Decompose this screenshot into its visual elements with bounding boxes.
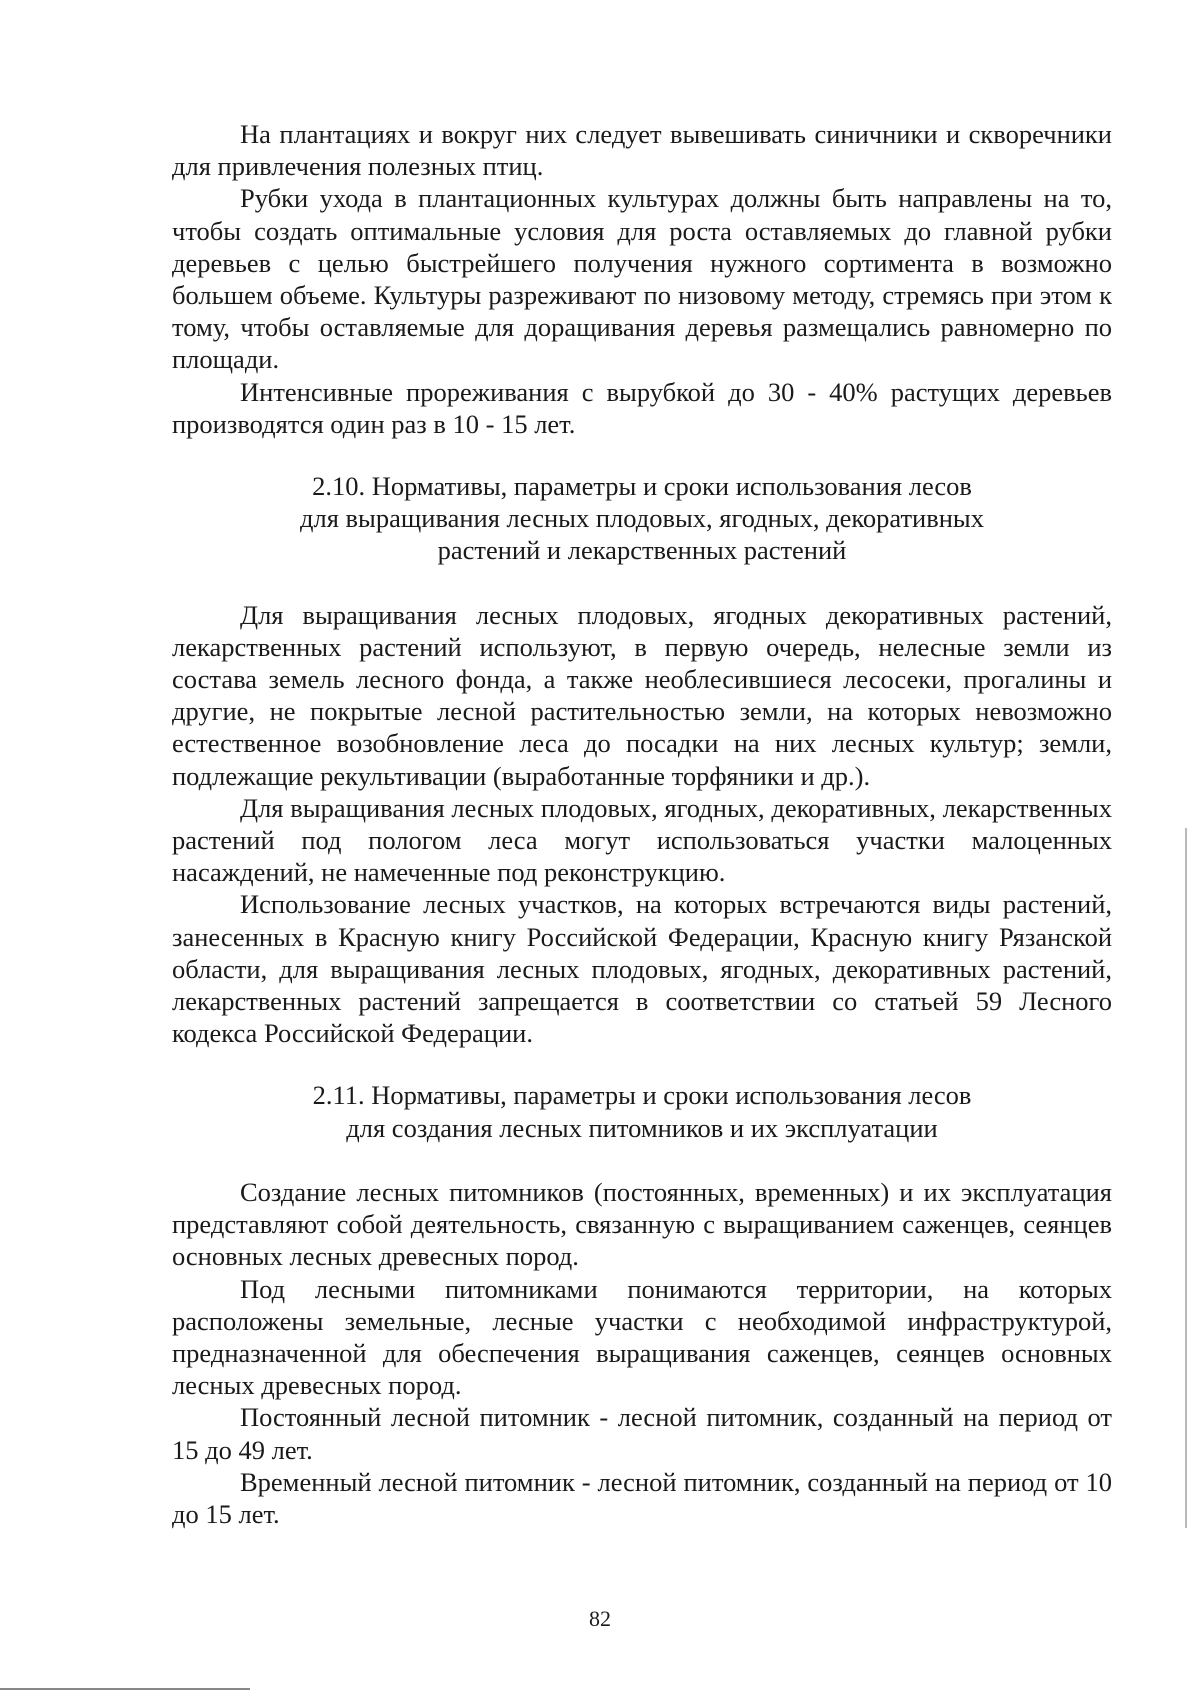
paragraph-under-canopy: Для выращивания лесных плодовых, ягодных, декоративных, лекарственных растений под пологом леса могут использоваться участки малоценных насаждений, не намеченные под реконструкцию. [172, 792, 1112, 888]
section-heading-2-10 [172, 470, 1112, 567]
paragraph-land-use: Для выращивания лесных плодовых, ягодных декоративных растений, лекарственных растений используют, в первую очередь, нелесные земли из состава земель лесного фонда, а также необлесившиеся лесосеки, прогалины и другие, не покрытые лесной растительностью земли, на которых невозможно естественное возобновление леса до посадки на них лесных культур; земли, подлежащие рекультивации (выработанные торфяники и др.). [172, 599, 1112, 791]
document-body [172, 118, 1112, 1530]
paragraph-nursery-definition: Под лесными питомниками понимаются территории, на которых расположены земельные, лесные участки с необходимой инфраструктурой, предназначенной для обеспечения выращивания саженцев, сеянцев основных лесных древесных пород. [172, 1273, 1112, 1401]
paragraph-temporary-nursery: Временный лесной питомник - лесной питомник, созданный на период от 10 до 15 лет. [172, 1466, 1112, 1529]
paragraph-intensive-thinning: Интенсивные прореживания с вырубкой до 30 - 40% растущих деревьев производятся один раз в 10 - 15 лет. [172, 376, 1112, 439]
section-body-2-10 [172, 599, 1112, 1050]
paragraph-birdhouses: На плантациях и вокруг них следует вывешивать синичники и скворечники для привлечения полезных птиц. [172, 119, 1112, 182]
paragraph-nursery-creation: Создание лесных питомников (постоянных, временных) и их эксплуатация представляют собой деятельность, связанную с выращиванием саженцев, сеянцев основных лесных древесных пород. [172, 1176, 1112, 1272]
section-body-2-11 [172, 1176, 1112, 1530]
heading-line: для выращивания лесных плодовых, ягодных, декоративных [300, 503, 984, 534]
section-heading-2-11 [172, 1079, 1112, 1143]
heading-line: 2.10. Нормативы, параметры и сроки использования лесов [312, 471, 972, 502]
heading-line: растений и лекарственных растений [437, 535, 847, 566]
heading-line: 2.11. Нормативы, параметры и сроки использования лесов [312, 1080, 972, 1111]
paragraph-permanent-nursery: Постоянный лесной питомник - лесной питомник, созданный на период от 15 до 49 лет. [172, 1402, 1112, 1465]
scan-edge-line [1185, 828, 1187, 1528]
paragraph-red-book: Использование лесных участков, на которых встречаются виды растений, занесенных в Красную книгу Российской Федерации, Красную книгу Рязанской области, для выращивания лесных плодовых, ягодных, декоративных растений, лекарственных растений запрещается в соответствии со статьей 59 Лесного кодекса Российской Федерации. [172, 889, 1112, 1049]
paragraph-thinning-cuts: Рубки ухода в плантационных культурах должны быть направлены на то, чтобы создать оптимальные условия для роста оставляемых до главной рубки деревьев с целью быстрейшего получения нужного сортимента в возможно большем объеме. Культуры разреживают по низовому методу, стремясь при этом к тому, чтобы оставляемые для доращивания деревья размещались равномерно по площади. [172, 183, 1112, 375]
heading-line: для создания лесных питомников и их эксплуатации [346, 1112, 938, 1143]
scan-edge-line [0, 1688, 250, 1690]
page-number: 82 [589, 1606, 611, 1631]
